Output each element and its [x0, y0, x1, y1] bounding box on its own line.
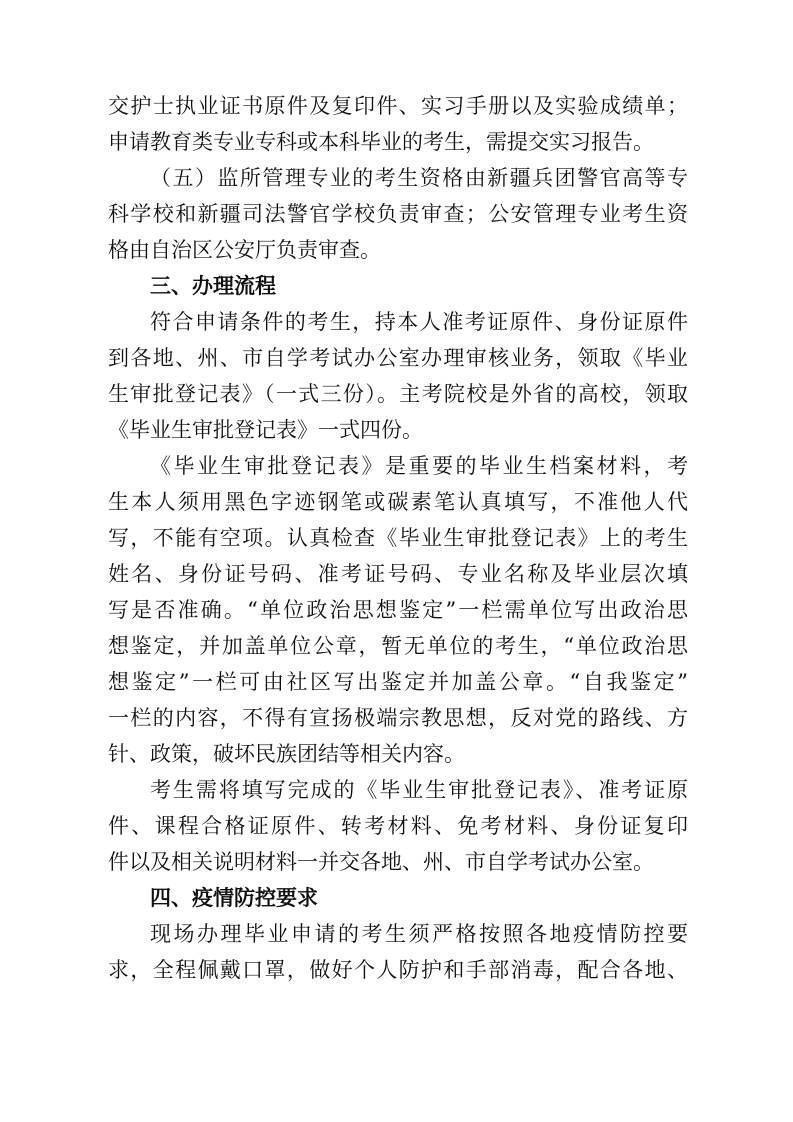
paragraph-start-line: 考生需将填写完成的《毕业生审批登记表》、准考证原 — [150, 778, 688, 802]
body-text-line: 写是否准确。“单位政治思想鉴定”一栏需单位写出政治思 — [108, 598, 688, 622]
paragraph-start-line: 现场办理毕业申请的考生须严格按照各地疫情防控要 — [150, 922, 688, 946]
document-body — [108, 88, 688, 988]
body-text-line: 想鉴定，并加盖单位公章，暂无单位的考生，“单位政治思 — [108, 634, 688, 658]
body-text-line: 到各地、州、市自学考试办公室办理审核业务，领取《毕业 — [108, 346, 688, 370]
body-text-line: 求，全程佩戴口罩，做好个人防护和手部消毒，配合各地、 — [108, 958, 688, 982]
body-text-line: 姓名、身份证号码、准考证号码、专业名称及毕业层次填 — [108, 562, 688, 586]
body-text-line: 生本人须用黑色字迹钢笔或碳素笔认真填写，不准他人代 — [108, 490, 688, 514]
body-text-line: 件、课程合格证原件、转考材料、免考材料、身份证复印 — [108, 814, 688, 838]
section-heading: 四、疫情防控要求 — [150, 886, 318, 910]
body-text-line: 想鉴定”一栏可由社区写出鉴定并加盖公章。“自我鉴定” — [108, 670, 688, 694]
body-text-line: 一栏的内容，不得有宣扬极端宗教思想，反对党的路线、方 — [108, 706, 688, 730]
body-text-line: 针、政策，破坏民族团结等相关内容。 — [108, 742, 465, 766]
paragraph-start-line: （五）监所管理专业的考生资格由新疆兵团警官高等专 — [150, 166, 688, 190]
section-heading: 三、办理流程 — [150, 274, 276, 298]
body-text-line: 科学校和新疆司法警官学校负责审查；公安管理专业考生资 — [108, 202, 688, 226]
body-text-line: 件以及相关说明材料一并交各地、州、市自学考试办公室。 — [108, 850, 654, 874]
body-text-line: 《毕业生审批登记表》一式四份。 — [108, 418, 423, 442]
body-text-line: 生审批登记表》（一式三份）。主考院校是外省的高校，领取 — [108, 382, 688, 406]
body-text-line: 格由自治区公安厅负责审查。 — [108, 238, 381, 262]
body-text-line: 交护士执业证书原件及复印件、实习手册以及实验成绩单； — [108, 94, 688, 118]
paragraph-start-line: 《毕业生审批登记表》是重要的毕业生档案材料，考 — [150, 454, 688, 478]
paragraph-start-line: 符合申请条件的考生，持本人准考证原件、身份证原件 — [150, 310, 688, 334]
body-text-line: 申请教育类专业专科或本科毕业的考生，需提交实习报告。 — [108, 130, 654, 154]
body-text-line: 写，不能有空项。认真检查《毕业生审批登记表》上的考生 — [108, 526, 688, 550]
